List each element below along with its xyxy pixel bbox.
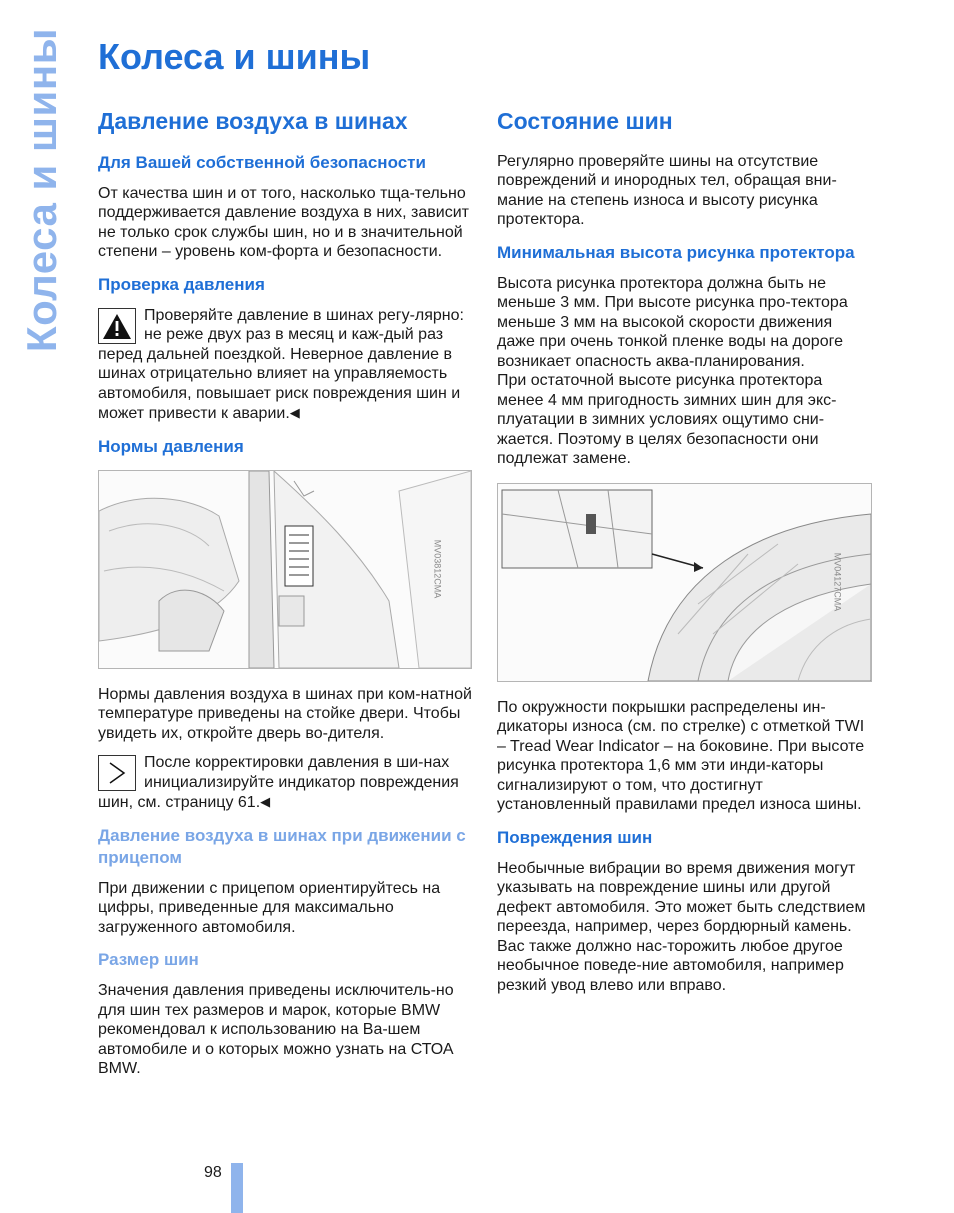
subheading-trailer-pressure: Давление воздуха в шинах при движении с прицепом [98, 825, 466, 867]
figure-code-right: MV04127CMA [832, 552, 843, 612]
page-tab-bar [231, 1163, 243, 1213]
tire-tread-illustration [497, 483, 872, 682]
right-column [497, 108, 872, 995]
subheading-safety: Для Вашей собственной безопасности [98, 152, 426, 172]
paragraph-trailer: При движении с прицепом ориентируйтесь на цифры, приведенные для максимально загруженного автомобиля. [98, 879, 441, 936]
tire-drawing [498, 484, 871, 681]
warning-icon [98, 308, 136, 344]
paragraph-twi: По окружности покрышки распределены ин-дикаторы износа (см. по стрелке) с отметкой TWI – Tread Wear Indicator – на боковине. При высоте рисунка протектора 1,6 мм эти инди-каторы сигнализируют о том, что достигнут установленный правилами предел износа шины. [497, 698, 865, 814]
door-pillar-illustration [98, 470, 472, 669]
subheading-min-tread: Минимальная высота рисунка протектора [497, 242, 855, 262]
warning-text: Проверяйте давление в шинах регу-лярно: не реже двух раз в месяц и каж-дый раз перед дальней поездкой. Неверное давление в шинах отрицательно влияет на управляемость автомобиля, повышает риск повреждения шин и может привести к аварии. [98, 306, 464, 423]
paragraph-tire-damage: Необычные вибрации во время движения могут указывать на повреждение шины или другой дефект автомобиля. Это может быть следствием переезда, например, через бордюрный камень. Вас также должно нас-торожить любое другое необычное поведе-ние автомобиля, например резкий увод влево или вправо. [497, 859, 866, 994]
page-number: 98 [204, 1164, 222, 1181]
note-arrow-icon [98, 755, 136, 791]
end-mark-icon: ◀ [289, 405, 300, 421]
paragraph-min-tread-1: Высота рисунка протектора должна быть не меньше 3 мм. При высоте рисунка про-тектора меньше 3 мм на высокой скорости движения даже при очень тонкой пленке воды на дороге возникает опасность аква-планирования. [497, 274, 848, 370]
door-pillar-drawing [99, 471, 471, 668]
subheading-pressure-check: Проверка давления [98, 274, 265, 294]
note-text: После корректировки давления в ши-нах инициализируйте индикатор повреждения шин, см. страницу 61. [98, 754, 459, 812]
subheading-tire-damage: Повреждения шин [497, 827, 653, 847]
side-chapter-title-text: Колеса и шины [18, 27, 65, 353]
side-chapter-title [18, 27, 65, 353]
page-title: Колеса и шины [98, 36, 371, 77]
section-heading-tire-pressure: Давление воздуха в шинах [98, 108, 408, 134]
left-column [98, 108, 472, 1079]
warning-block [98, 306, 472, 424]
paragraph-condition-intro: Регулярно проверяйте шины на отсутствие повреждений и инородных тел, обращая вни-мание на степень износа и высоту рисунка протектора. [497, 152, 837, 229]
figure-code-left: MV03812CMA [432, 539, 443, 599]
section-heading-tire-condition: Состояние шин [497, 108, 673, 134]
subheading-pressure-norms: Нормы давления [98, 436, 244, 456]
note-block [98, 753, 472, 813]
end-mark-icon: ◀ [260, 794, 271, 810]
paragraph-tire-size: Значения давления приведены исключитель-но для шин тех размеров и марок, которые BMW рекомендовал к использованию на Ва-шем автомобиле и о которых можно узнать на СТОА BMW. [98, 982, 454, 1078]
subheading-tire-size: Размер шин [98, 950, 199, 970]
paragraph-pressure-norms: Нормы давления воздуха в шинах при ком-натной температуре приведены на стойке двери. Чтобы увидеть их, откройте дверь во-дителя. [98, 685, 472, 742]
paragraph-safety: От качества шин и от того, насколько тща-тельно поддерживается давление воздуха в них, зависит не только срок службы шин, но и в значительной степени – уровень ком-форта и безопасности. [98, 184, 469, 261]
paragraph-min-tread-2: При остаточной высоте рисунка протектора менее 4 мм пригодность зимних шин для экс-плуатации в зимних условиях ощутимо сни-жается. Поэтому в целях безопасности они подлежат замене. [497, 372, 837, 468]
